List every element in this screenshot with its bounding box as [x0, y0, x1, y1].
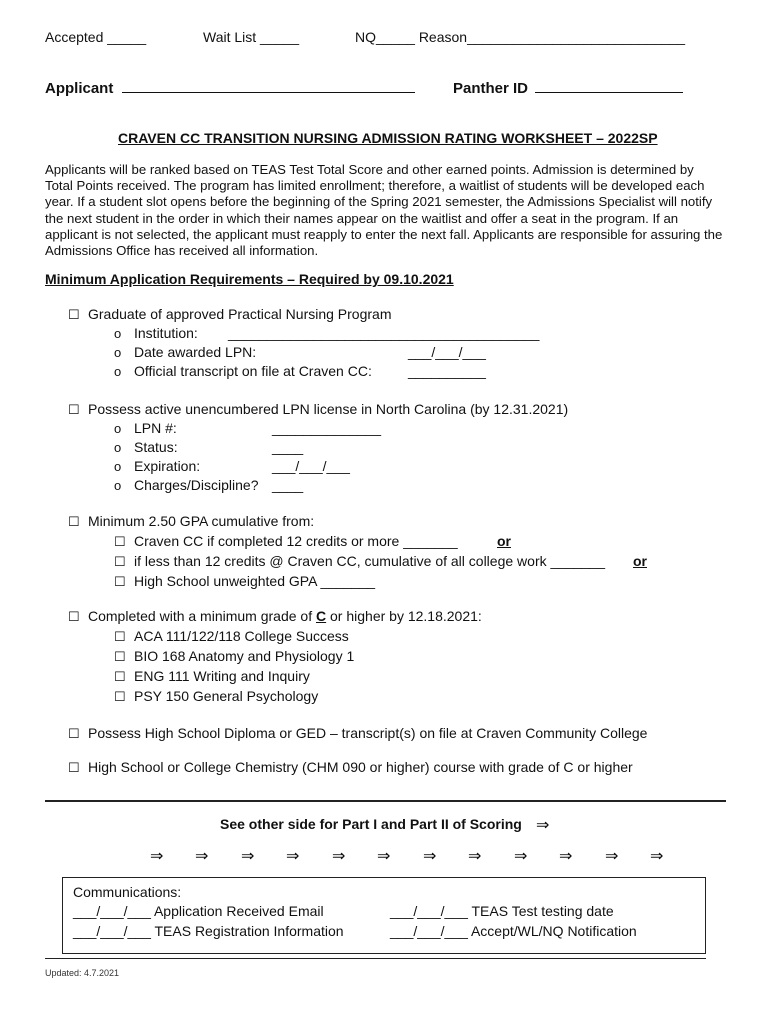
accepted-field: Accepted _____ [45, 29, 147, 45]
section-heading: Minimum Application Requirements – Required by 09.10.2021 [45, 271, 454, 287]
lpn-status-label: Status: [134, 439, 178, 455]
checkbox-icon[interactable]: ☐ [68, 307, 80, 322]
intro-line: Admissions Office has received all information. [45, 243, 319, 259]
pn-transcript-line: __________ [408, 363, 486, 379]
lpn-expiration-row [114, 458, 200, 474]
lpn-status-row [114, 439, 178, 455]
course-label: ACA 111/122/118 College Success [134, 628, 349, 644]
panther-id-line [535, 92, 683, 93]
nq-label: NQ_____ Reason [355, 29, 468, 45]
applicant-field [45, 80, 415, 97]
applicant-label: Applicant [45, 80, 114, 97]
requirement-label-suffix: or higher by 12.18.2021: [326, 608, 482, 624]
checkbox-icon[interactable]: ☐ [114, 534, 126, 549]
pn-transcript-label: Official transcript on file at Craven CC: [134, 363, 372, 379]
pn-institution-row [114, 325, 198, 341]
requirement-label: Graduate of approved Practical Nursing Program [88, 306, 392, 322]
or-label: or [633, 553, 647, 569]
communications-box [62, 877, 706, 954]
nq-reason-field [355, 29, 685, 45]
checkbox-icon[interactable]: ☐ [68, 609, 80, 624]
intro-line: Total Points received. The program has limited enrollment; therefore, a waitlist of students will be developed each [45, 178, 705, 194]
or-label: or [497, 533, 511, 549]
course-label: BIO 168 Anatomy and Physiology 1 [134, 648, 355, 664]
arrow-right-icon: ⇒ [286, 848, 300, 865]
gpa-option-highschool [114, 573, 375, 590]
pn-institution-line: ________________________________________ [228, 325, 540, 341]
waitlist-field: Wait List _____ [203, 29, 299, 45]
intro-line: applicant is not selected, the applicant must reapply to enter the next fall. Applicants are responsible for assuring the [45, 226, 723, 242]
requirement-label: High School or College Chemistry (CHM 090 or higher) course with grade of C or higher [88, 759, 633, 775]
course-item [114, 648, 354, 665]
lpn-status-line: ____ [272, 439, 304, 455]
intro-paragraph [45, 162, 735, 259]
arrow-right-icon: ⇒ [423, 848, 437, 865]
pn-institution-label: Institution: [134, 325, 198, 341]
course-item [114, 628, 349, 645]
checkbox-icon[interactable]: ☐ [114, 689, 126, 704]
divider [45, 800, 726, 802]
pn-date-line: ___/___/___ [408, 344, 486, 360]
checkbox-icon[interactable]: ☐ [114, 574, 126, 589]
requirement-label: Minimum 2.50 GPA cumulative from: [88, 513, 315, 529]
communication-item: ___/___/___ TEAS Registration Information [73, 923, 344, 939]
bullet-icon: o [114, 345, 122, 360]
arrow-right-icon: ⇒ [559, 848, 573, 865]
applicant-line [122, 92, 415, 93]
checkbox-icon[interactable]: ☐ [114, 554, 126, 569]
intro-line: the next student in the order in which their names appear on the waitlist and offer a seat in the program. If an [45, 210, 679, 226]
bottom-rule [45, 958, 706, 959]
requirement-lpn [68, 401, 568, 418]
lpn-number-row [114, 420, 177, 436]
course-label: ENG 111 Writing and Inquiry [134, 668, 310, 684]
arrow-right-icon: ⇒ [377, 848, 391, 865]
grade-letter: C [316, 608, 327, 624]
course-item [114, 668, 310, 685]
arrow-right-icon: ⇒ [332, 848, 346, 865]
page-title: CRAVEN CC TRANSITION NURSING ADMISSION RATING WORKSHEET – 2022SP [118, 130, 658, 146]
requirement-label: Completed with a minimum grade of [88, 608, 316, 624]
gpa-option-label: if less than 12 credits @ Craven CC, cumulative of all college work _______ [134, 553, 605, 569]
bullet-icon: o [114, 478, 122, 493]
updated-date: Updated: 4.7.2021 [45, 968, 120, 978]
arrow-right-icon: ⇒ [468, 848, 482, 865]
gpa-option-college [114, 553, 605, 570]
lpn-charges-line: ____ [272, 477, 304, 493]
arrow-right-icon: ⇒ [195, 848, 209, 865]
panther-id-label: Panther ID [453, 80, 529, 97]
arrow-right-icon: ⇒ [150, 848, 164, 865]
lpn-charges-label: Charges/Discipline? [134, 477, 259, 493]
gpa-option-label: High School unweighted GPA _______ [134, 573, 376, 589]
nq-reason-line: ____________________________ [467, 29, 686, 45]
arrow-right-icon: ⇒ [650, 848, 664, 865]
pn-transcript-row [114, 363, 372, 379]
course-label: PSY 150 General Psychology [134, 688, 319, 704]
arrow-right-icon: ⇒ [605, 848, 619, 865]
requirement-label: Possess active unencumbered LPN license in North Carolina (by 12.31.2021) [88, 401, 569, 417]
lpn-number-line: ______________ [272, 420, 382, 436]
requirement-courses [68, 608, 482, 625]
bullet-icon: o [114, 364, 122, 379]
requirement-pn [68, 306, 391, 323]
gpa-option-craven [114, 533, 458, 550]
intro-line: Applicants will be ranked based on TEAS Test Total Score and other earned points. Admission is determined by [45, 162, 694, 177]
lpn-number-label: LPN #: [134, 420, 177, 436]
arrow-right-icon: ⇒ [241, 848, 255, 865]
requirement-diploma [68, 725, 647, 742]
panther-id-field [453, 80, 683, 97]
lpn-expiration-line: ___/___/___ [272, 458, 350, 474]
requirement-gpa [68, 513, 314, 530]
checkbox-icon[interactable]: ☐ [114, 629, 126, 644]
communication-item: ___/___/___ Application Received Email [73, 903, 324, 919]
intro-line: year. If a student slot opens before the beginning of the Spring 2021 semester, the Admissions Specialist will notify [45, 194, 713, 210]
checkbox-icon[interactable]: ☐ [68, 760, 80, 775]
requirement-label: Possess High School Diploma or GED – transcript(s) on file at Craven Community College [88, 725, 648, 741]
communications-title: Communications: [73, 884, 182, 900]
course-item [114, 688, 318, 705]
checkbox-icon[interactable]: ☐ [68, 726, 80, 741]
pn-date-label: Date awarded LPN: [134, 344, 257, 360]
bullet-icon: o [114, 326, 122, 341]
checkbox-icon[interactable]: ☐ [114, 669, 126, 684]
see-other-side-note: See other side for Part I and Part II of Scoring [220, 816, 522, 832]
communication-item: ___/___/___ TEAS Test testing date [390, 903, 614, 919]
lpn-expiration-label: Expiration: [134, 458, 201, 474]
arrow-right-icon: ⇒ [536, 817, 550, 834]
lpn-charges-row [114, 477, 259, 493]
communication-item: ___/___/___ Accept/WL/NQ Notification [390, 923, 637, 939]
checkbox-icon[interactable]: ☐ [114, 649, 126, 664]
bullet-icon: o [114, 459, 122, 474]
arrow-right-icon: ⇒ [514, 848, 528, 865]
bullet-icon: o [114, 421, 122, 436]
requirement-chemistry [68, 759, 633, 776]
bullet-icon: o [114, 440, 122, 455]
checkbox-icon[interactable]: ☐ [68, 402, 80, 417]
checkbox-icon[interactable]: ☐ [68, 514, 80, 529]
pn-date-row [114, 344, 256, 360]
gpa-option-label: Craven CC if completed 12 credits or more _______ [134, 533, 458, 549]
